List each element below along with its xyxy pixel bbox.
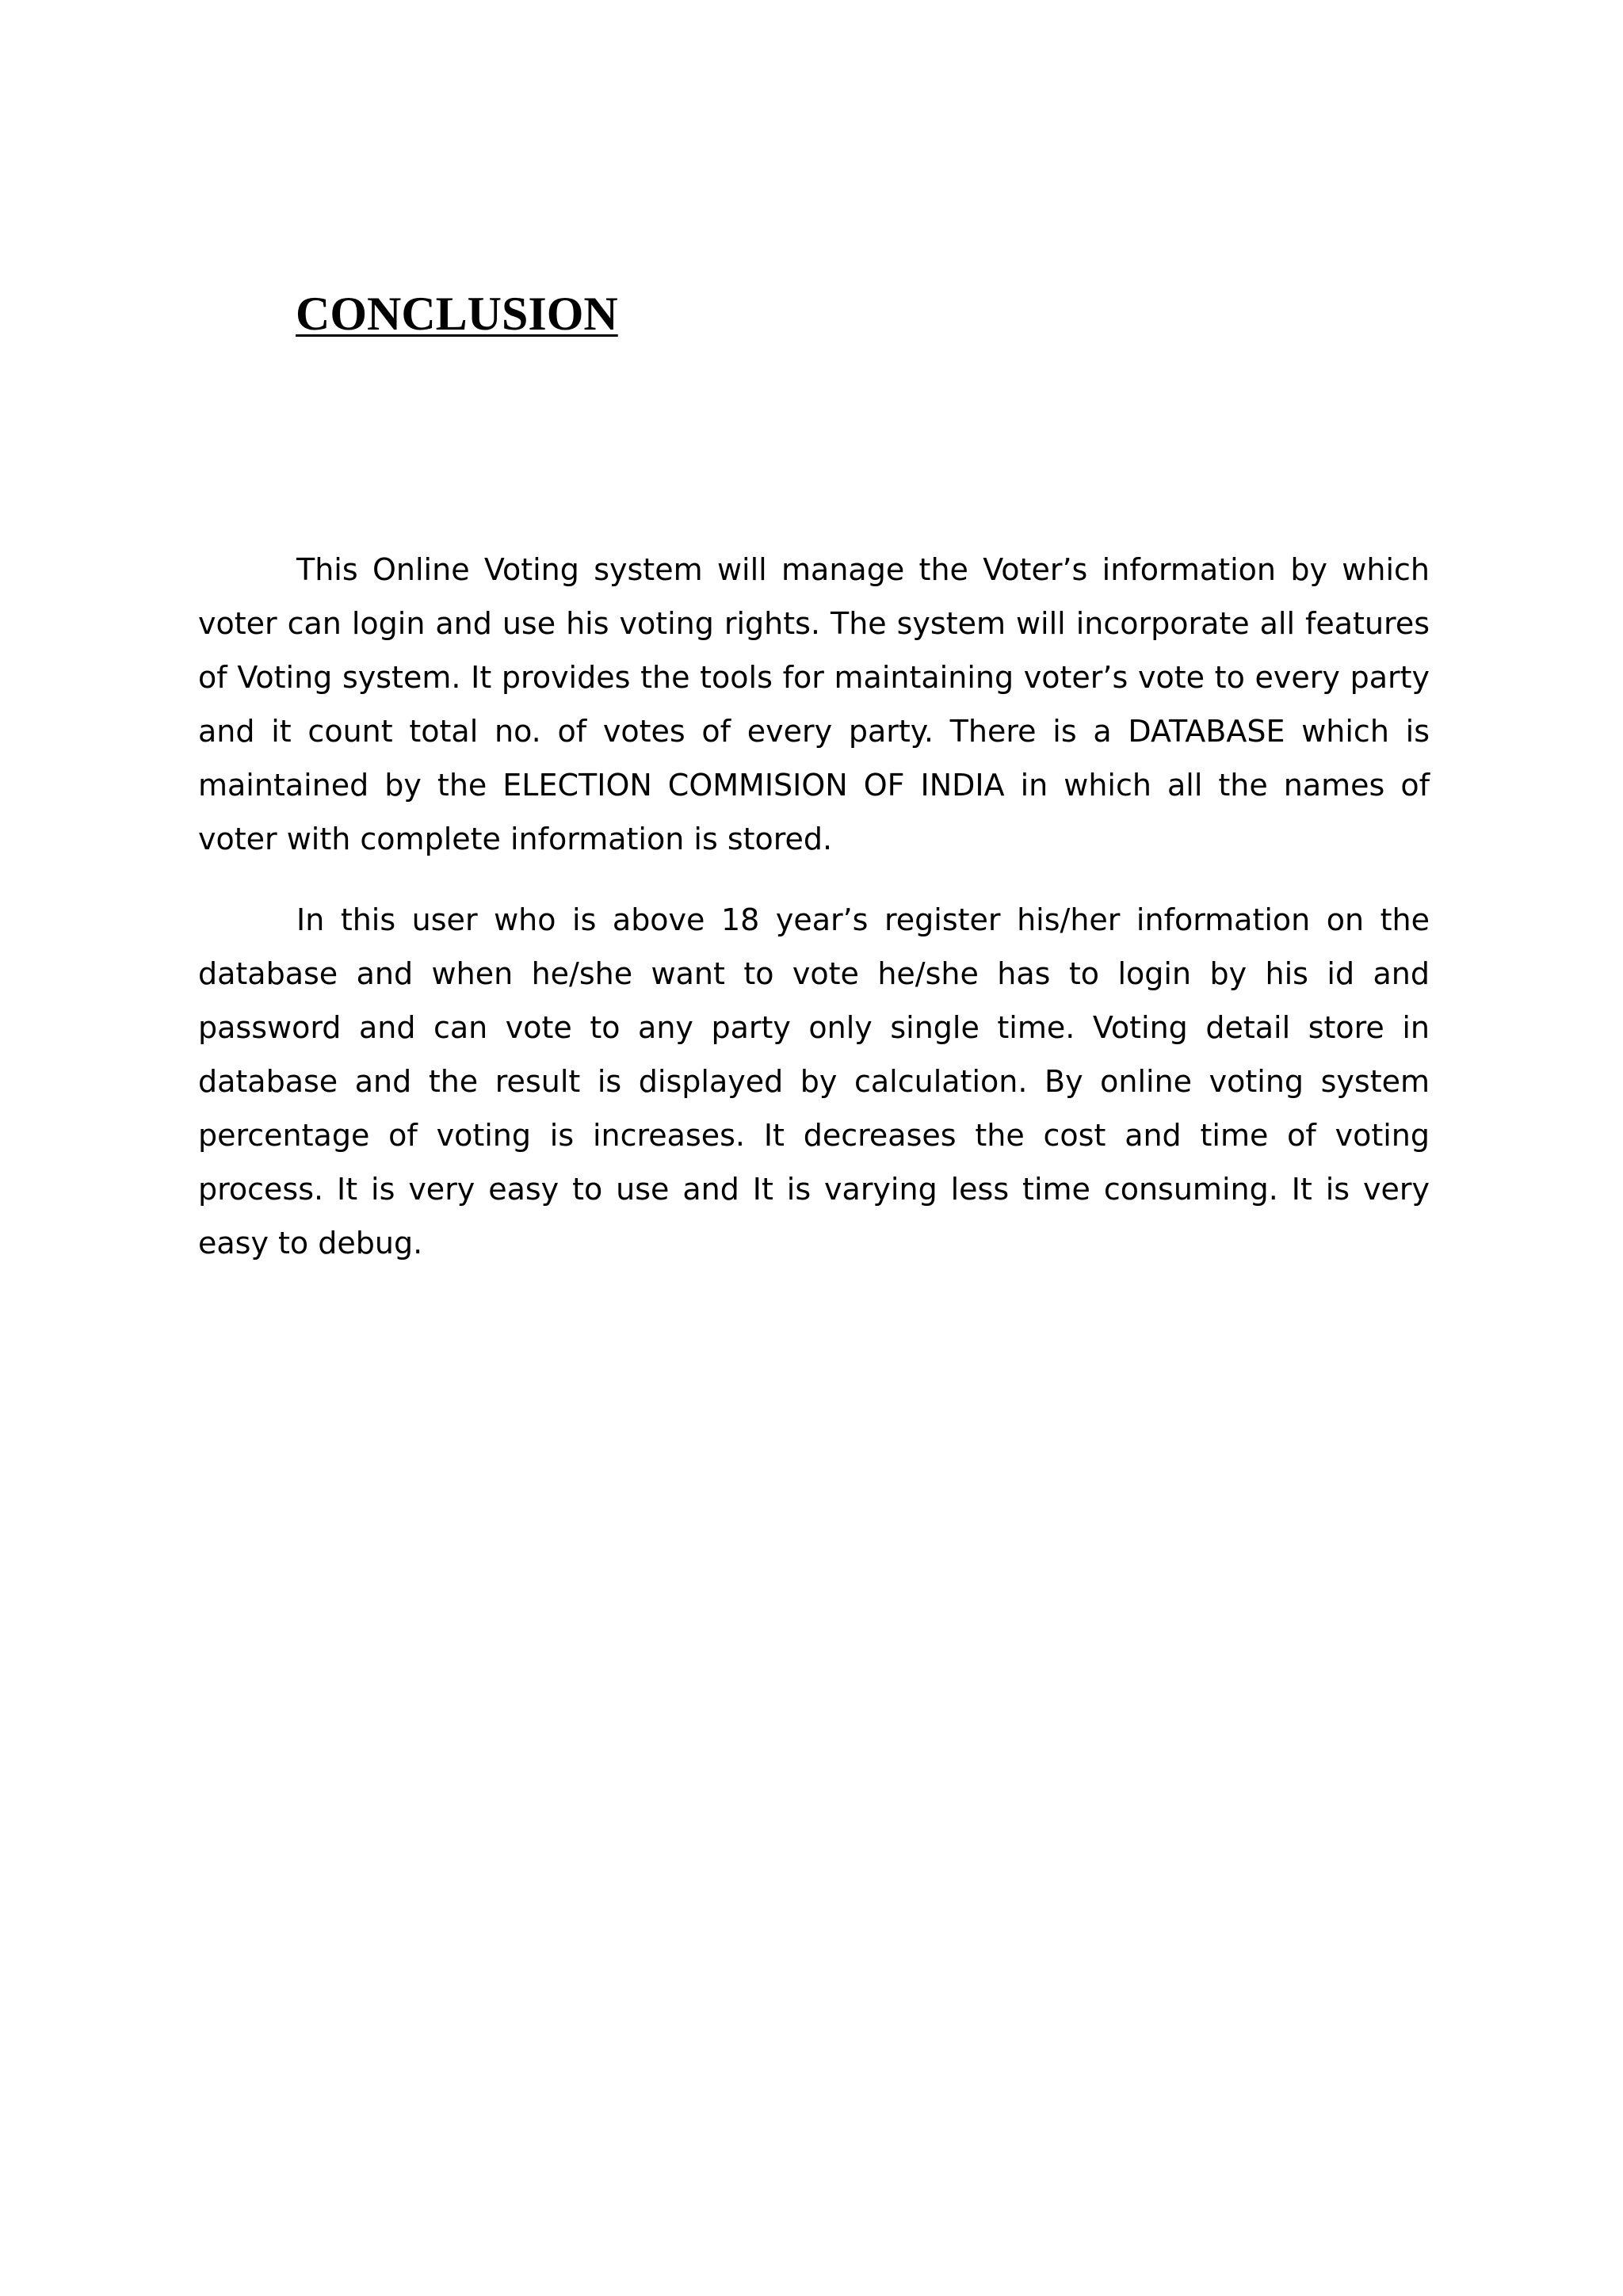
body-text: [198, 543, 1430, 1297]
paragraph-2: In this user who is above 18 year’s register his/her information on the database and when he/she want to vote he/she has to login by his id and password and can vote to any party only single time. Voting detail store in database and the result is displayed by calculation. By online voting system percentage of voting is increases. It decreases the cost and time of voting process. It is very easy to use and It is varying less time consuming. It is very easy to debug.: [198, 902, 1430, 1261]
page-title: CONCLUSION: [296, 288, 618, 340]
paragraph-1: This Online Voting system will manage the Voter’s information by which voter can login and use his voting rights. The system will incorporate all features of Voting system. It provides the tools for maintaining voter’s vote to every party and it count total no. of votes of every party. There is a DATABASE which is maintained by the ELECTION COMMISION OF INDIA in which all the names of voter with complete information is stored.: [198, 552, 1430, 856]
